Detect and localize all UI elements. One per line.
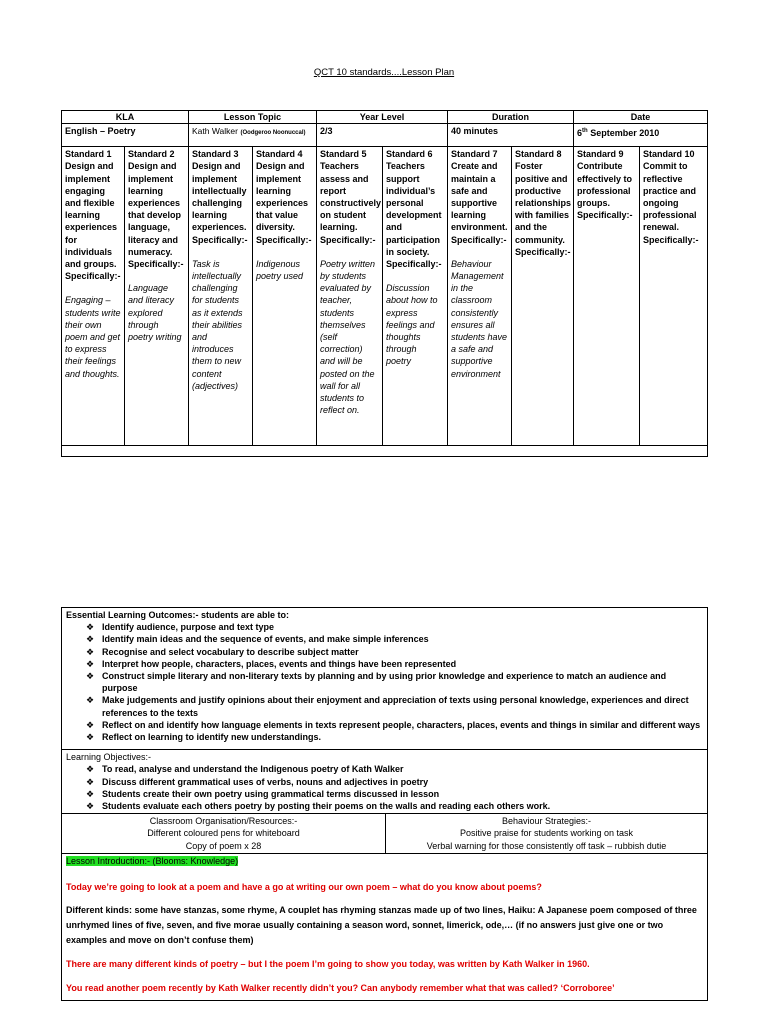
list-item	[86, 670, 703, 694]
objectives-label: Learning Objectives:-	[66, 752, 152, 763]
standard-heading: Standard 6 Teachers support individual’s personal development and participation in society. Specifically:-	[386, 149, 442, 270]
standard-note: Discussion about how to express feelings and thoughts through poetry	[386, 283, 438, 367]
standard-note: Engaging – students write their own poem and get to express their feelings and thoughts.	[65, 295, 121, 379]
intro-paragraph: You read another poem recently by Kath Walker recently didn’t you? Can anybody remember what that was called? ‘Corroboree’	[66, 983, 615, 994]
intro-paragraph: Different kinds: some have stanzas, some rhyme, A couplet has rhyming stanzas made up of two lines, Haiku: A Japanese poem composed of three unrhymed lines of five, seven, and five morae usually containing a season word, sonnet, limerick, ode,… (if no answers just give one or two examples and move on don’t confuse them)	[66, 905, 697, 946]
bullet-icon: ❖	[86, 801, 95, 812]
duration-value: 40 minutes	[448, 124, 574, 147]
bullet-icon: ❖	[86, 764, 95, 775]
date-suffix: th	[582, 128, 588, 135]
list-item-text: Recognise and select vocabulary to describe subject matter	[102, 646, 359, 657]
behaviour-line: Verbal warning for those consistently off task – rubbish dutie	[426, 840, 667, 851]
topic-name: Kath Walker	[192, 126, 238, 137]
standard-cell	[62, 147, 125, 446]
standard-heading: Standard 7 Create and maintain a safe and supportive learning environment. Specifically:-	[451, 149, 508, 245]
header-row	[62, 111, 708, 124]
standard-cell	[317, 147, 383, 446]
bullet-icon: ❖	[86, 622, 95, 633]
document-title: QCT 10 standards....Lesson Plan	[313, 67, 455, 78]
standard-cell	[512, 147, 574, 446]
bullet-icon: ❖	[86, 671, 95, 682]
intro-paragraph: Today we’re going to look at a poem and have a go at writing our own poem – what do you know about poems?	[66, 882, 542, 893]
header-date: Date	[574, 111, 708, 124]
standard-cell	[383, 147, 448, 446]
standard-cell	[253, 147, 317, 446]
bullet-icon: ❖	[86, 634, 95, 645]
list-item-text: Interpret how people, characters, places, events and things have been represented	[102, 658, 457, 669]
list-item	[86, 646, 703, 658]
standard-cell	[640, 147, 708, 446]
behaviour-label: Behaviour Strategies:-	[501, 816, 592, 827]
objectives-cell	[62, 750, 708, 814]
standard-cell	[574, 147, 640, 446]
bullet-icon: ❖	[86, 695, 95, 706]
bullet-icon: ❖	[86, 658, 95, 669]
list-item	[86, 788, 703, 800]
intro-row	[62, 853, 708, 1000]
bullet-icon: ❖	[86, 646, 95, 657]
list-item	[86, 658, 703, 670]
resources-label: Classroom Organisation/Resources:-	[149, 816, 298, 827]
list-item-text: Students evaluate each others poetry by posting their poems on the walls and reading each others work.	[102, 801, 551, 812]
standards-table	[61, 110, 708, 457]
resources-row	[62, 814, 708, 854]
objectives-list	[66, 763, 703, 812]
standard-note: Task is intellectually challenging for students as it extends their abilities and introduces them to new content (adjectives)	[192, 258, 243, 391]
standard-heading: Standard 2 Design and implement learning experiences that develop language, literacy and numeracy. Specifically:-	[128, 149, 184, 270]
standards-row	[62, 147, 708, 446]
standard-heading: Standard 1 Design and implement engaging and flexible learning experiences for individuals and groups. Specifically:-	[65, 149, 121, 282]
list-item-text: Students create their own poetry using grammatical terms discussed in lesson	[102, 788, 440, 799]
resources-cell	[62, 814, 386, 854]
intro-cell	[62, 853, 708, 1000]
behaviour-cell	[386, 814, 708, 854]
list-item-text: Identify audience, purpose and text type	[102, 622, 275, 633]
standard-cell	[125, 147, 189, 446]
standard-cell	[189, 147, 253, 446]
bullet-icon: ❖	[86, 776, 95, 787]
list-item	[86, 694, 703, 718]
resources-line: Different coloured pens for whiteboard	[147, 828, 300, 839]
date-rest: September 2010	[587, 128, 660, 139]
intro-paragraph: There are many different kinds of poetry – but I the poem I’m going to show you today, was written by Kath Walker in 1960.	[66, 959, 590, 970]
bullet-icon: ❖	[86, 719, 95, 730]
standard-heading: Standard 10 Commit to reflective practice and ongoing professional renewal. Specifically:-	[643, 149, 699, 245]
lesson-details-table	[61, 607, 708, 1001]
list-item-text: Reflect on and identify how language elements in texts represent people, characters, places, events and things in similar and different ways	[102, 719, 701, 730]
bullet-icon: ❖	[86, 788, 95, 799]
list-item	[86, 763, 703, 775]
empty-cell	[62, 446, 708, 457]
list-item	[86, 633, 703, 645]
info-row	[62, 124, 708, 147]
standard-heading: Standard 4 Design and implement learning experiences that value diversity. Specifically:-	[256, 149, 312, 245]
resources-line: Copy of poem x 28	[185, 840, 262, 851]
elo-row	[62, 608, 708, 750]
year-level-value: 2/3	[317, 124, 448, 147]
standard-note: Language and literacy explored through poetry writing	[128, 283, 182, 343]
standard-note: Indigenous poetry used	[256, 258, 304, 282]
standard-note: Behaviour Management in the classroom consistently ensures all students have a safe and supportive environment	[451, 258, 508, 379]
list-item	[86, 621, 703, 633]
standard-heading: Standard 9 Contribute effectively to professional groups. Specifically:-	[577, 149, 633, 221]
list-item-text: Identify main ideas and the sequence of events, and make simple inferences	[102, 634, 429, 645]
list-item	[86, 800, 703, 812]
date-day: 6	[577, 128, 583, 139]
list-item-text: To read, analyse and understand the Indigenous poetry of Kath Walker	[102, 764, 404, 775]
behaviour-line: Positive praise for students working on task	[459, 828, 634, 839]
header-kla: KLA	[62, 111, 189, 124]
list-item-text: Make judgements and justify opinions about their enjoyment and appreciation of texts using personal knowledge, experiences and direct references to the texts	[102, 695, 689, 718]
list-item	[86, 776, 703, 788]
list-item-text: Reflect on learning to identify new understandings.	[102, 732, 322, 743]
topic-value	[189, 124, 317, 147]
objectives-row	[62, 750, 708, 814]
standard-cell	[448, 147, 512, 446]
list-item	[86, 719, 703, 731]
standard-heading: Standard 8 Foster positive and productive relationships with families and the community. Specifically:-	[515, 149, 572, 257]
bullet-icon: ❖	[86, 732, 95, 743]
standard-note: Poetry written by students evaluated by teacher, students themselves (self correction) and will be posted on the wall for all students to reflect on.	[320, 258, 376, 416]
list-item-text: Discuss different grammatical uses of verbs, nouns and adjectives in poetry	[102, 776, 429, 787]
header-lesson-topic: Lesson Topic	[189, 111, 317, 124]
list-item-text: Construct simple literary and non-literary texts by planning and by using prior knowledge and experience to match an audience and purpose	[102, 671, 667, 694]
header-duration: Duration	[448, 111, 574, 124]
kla-value: English – Poetry	[62, 124, 189, 147]
elo-cell	[62, 608, 708, 750]
standard-heading: Standard 3 Design and implement intellectually challenging learning experiences. Specifically:-	[192, 149, 248, 245]
intro-label: Lesson Introduction:- (Blooms: Knowledge)	[66, 855, 239, 866]
list-item	[86, 731, 703, 743]
elo-label: Essential Learning Outcomes:- students are able to:	[66, 610, 290, 620]
header-year-level: Year Level	[317, 111, 448, 124]
elo-list	[66, 621, 703, 743]
empty-row	[62, 446, 708, 457]
date-value	[574, 124, 708, 147]
standard-heading: Standard 5 Teachers assess and report constructively on student learning. Specifically:-	[320, 149, 382, 245]
topic-sub: (Oodgeroo Noonuccal)	[240, 130, 306, 137]
